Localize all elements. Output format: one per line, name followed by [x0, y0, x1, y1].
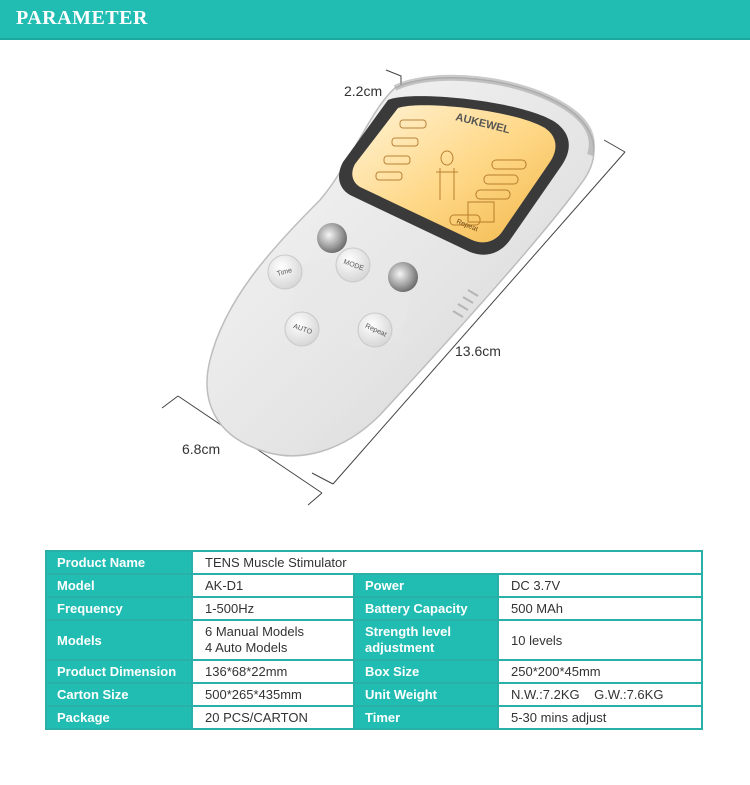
carton-size-value: 500*265*435mm — [192, 683, 354, 706]
power-label: Power — [354, 574, 498, 597]
header-bar — [0, 0, 750, 38]
models-value-line2: 4 Auto Models — [205, 640, 288, 655]
frequency-value: 1-500Hz — [192, 597, 354, 620]
product-name-label: Product Name — [46, 551, 192, 574]
timer-label: Timer — [354, 706, 498, 729]
product-name-value: TENS Muscle Stimulator — [192, 551, 702, 574]
strength-label-line2: adjustment — [365, 640, 435, 655]
models-value — [192, 620, 354, 660]
unit-weight-label: Unit Weight — [354, 683, 498, 706]
battery-value: 500 MAh — [498, 597, 702, 620]
time-button-label: Time — [276, 267, 293, 278]
table-row — [46, 660, 702, 683]
table-row — [46, 683, 702, 706]
table-row — [46, 597, 702, 620]
down-knob — [388, 262, 418, 292]
strength-value: 10 levels — [498, 620, 702, 660]
table-row — [46, 551, 702, 574]
strength-label — [354, 620, 498, 660]
unit-weight-value: N.W.:7.2KG G.W.:7.6KG — [498, 683, 702, 706]
box-size-label: Box Size — [354, 660, 498, 683]
models-label: Models — [46, 620, 192, 660]
product-illustration — [0, 40, 750, 550]
auto-button-label: AUTO — [292, 322, 313, 337]
width-label: 6.8cm — [182, 441, 221, 457]
product-figure — [0, 40, 750, 550]
thickness-label: 2.2cm — [344, 83, 383, 99]
power-value: DC 3.7V — [498, 574, 702, 597]
model-value: AK-D1 — [192, 574, 354, 597]
package-value: 20 PCS/CARTON — [192, 706, 354, 729]
product-dimension-value: 136*68*22mm — [192, 660, 354, 683]
up-knob — [317, 223, 347, 253]
tens-device — [207, 78, 594, 456]
carton-size-label: Carton Size — [46, 683, 192, 706]
screen-repeat-label: Repeat — [455, 218, 479, 234]
model-label: Model — [46, 574, 192, 597]
product-dimension-label: Product Dimension — [46, 660, 192, 683]
brand-logo: AUKEWEL — [454, 111, 512, 137]
page-title: PARAMETER — [16, 7, 148, 29]
battery-label: Battery Capacity — [354, 597, 498, 620]
table-row — [46, 574, 702, 597]
table-row — [46, 620, 702, 660]
repeat-button-label: Repeat — [363, 322, 388, 339]
table-row — [46, 706, 702, 729]
package-label: Package — [46, 706, 192, 729]
length-label: 13.6cm — [455, 343, 501, 359]
models-value-line1: 6 Manual Models — [205, 624, 304, 639]
frequency-label: Frequency — [46, 597, 192, 620]
box-size-value: 250*200*45mm — [498, 660, 702, 683]
spec-table — [45, 550, 703, 730]
timer-value: 5-30 mins adjust — [498, 706, 702, 729]
strength-label-line1: Strength level — [365, 624, 451, 639]
mode-button-label: MODE — [342, 258, 365, 273]
